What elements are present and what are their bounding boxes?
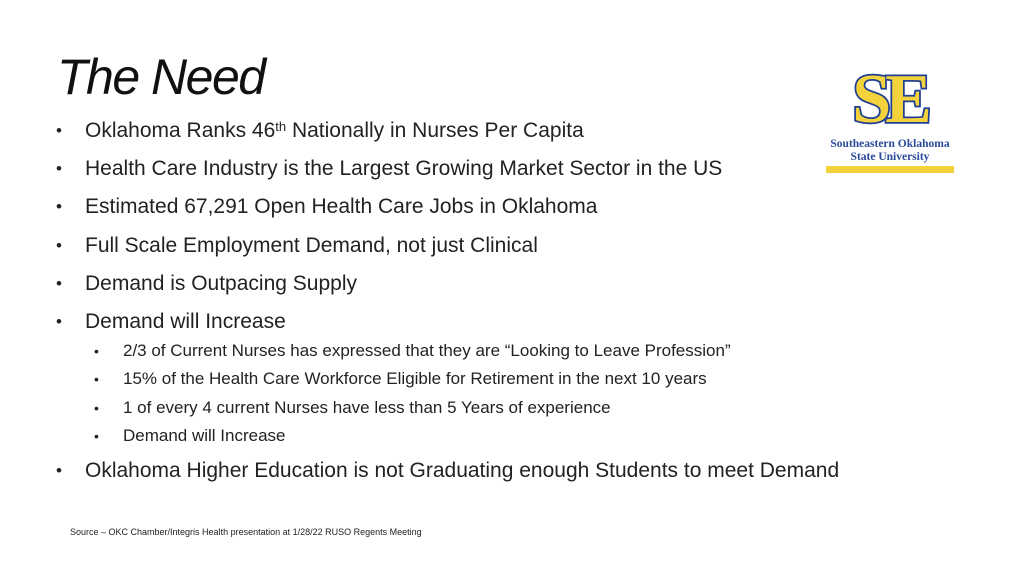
bullet-text: Health Care Industry is the Largest Growing Market Sector in the US (85, 157, 723, 181)
bullet-icon: • (56, 273, 62, 293)
bullet-item (56, 194, 964, 232)
bullet-icon: • (56, 311, 62, 331)
sub-bullet-text: 15% of the Health Care Workforce Eligible for Retirement in the next 10 years (123, 369, 707, 389)
bullet-item (56, 309, 964, 340)
bullet-text: Demand is Outpacing Supply (85, 271, 357, 295)
bullet-icon: • (94, 428, 99, 445)
sub-bullet-text: Demand will Increase (123, 426, 286, 446)
sub-bullet-text: 2/3 of Current Nurses has expressed that they are “Looking to Leave Profession” (123, 340, 731, 360)
bullet-icon: • (94, 371, 99, 388)
ordinal-superscript: th (275, 118, 287, 134)
bullet-icon: • (56, 460, 62, 480)
source-note: Source – OKC Chamber/Integris Health presentation at 1/28/22 RUSO Regents Meeting (70, 527, 422, 537)
bullet-icon: • (94, 342, 99, 359)
bullet-icon: • (56, 121, 62, 140)
bullet-icon: • (56, 197, 62, 217)
sub-bullet-item (56, 425, 964, 454)
bullet-text: Full Scale Employment Demand, not just Clinical (85, 233, 538, 257)
sub-bullet-item (56, 368, 964, 397)
logo-monogram: SE (852, 61, 926, 138)
bullet-item (56, 458, 964, 496)
logo-underline (826, 166, 954, 173)
bullet-icon: • (56, 159, 62, 179)
bullet-text: Oklahoma Higher Education is not Graduating enough Students to meet Demand (85, 458, 840, 482)
bullet-icon: • (94, 399, 99, 416)
bullet-text: Estimated 67,291 Open Health Care Jobs in Oklahoma (85, 195, 598, 219)
logo-line-2: State University (850, 150, 930, 163)
bullet-icon: • (56, 235, 62, 255)
logo-line-1: Southeastern Oklahoma (830, 138, 950, 150)
bullet-item (56, 271, 964, 309)
sub-bullet-text: 1 of every 4 current Nurses have less than 5 Years of experience (123, 397, 611, 417)
logo-caption (824, 138, 956, 163)
sub-bullet-item (56, 340, 964, 369)
bullet-item (56, 233, 964, 271)
slide-title: The Need (57, 49, 265, 105)
bullet-text: Demand will Increase (85, 309, 286, 333)
bullet-text: Oklahoma Ranks 46th Nationally in Nurses Per Capita (85, 118, 584, 142)
sub-bullet-item (56, 397, 964, 426)
